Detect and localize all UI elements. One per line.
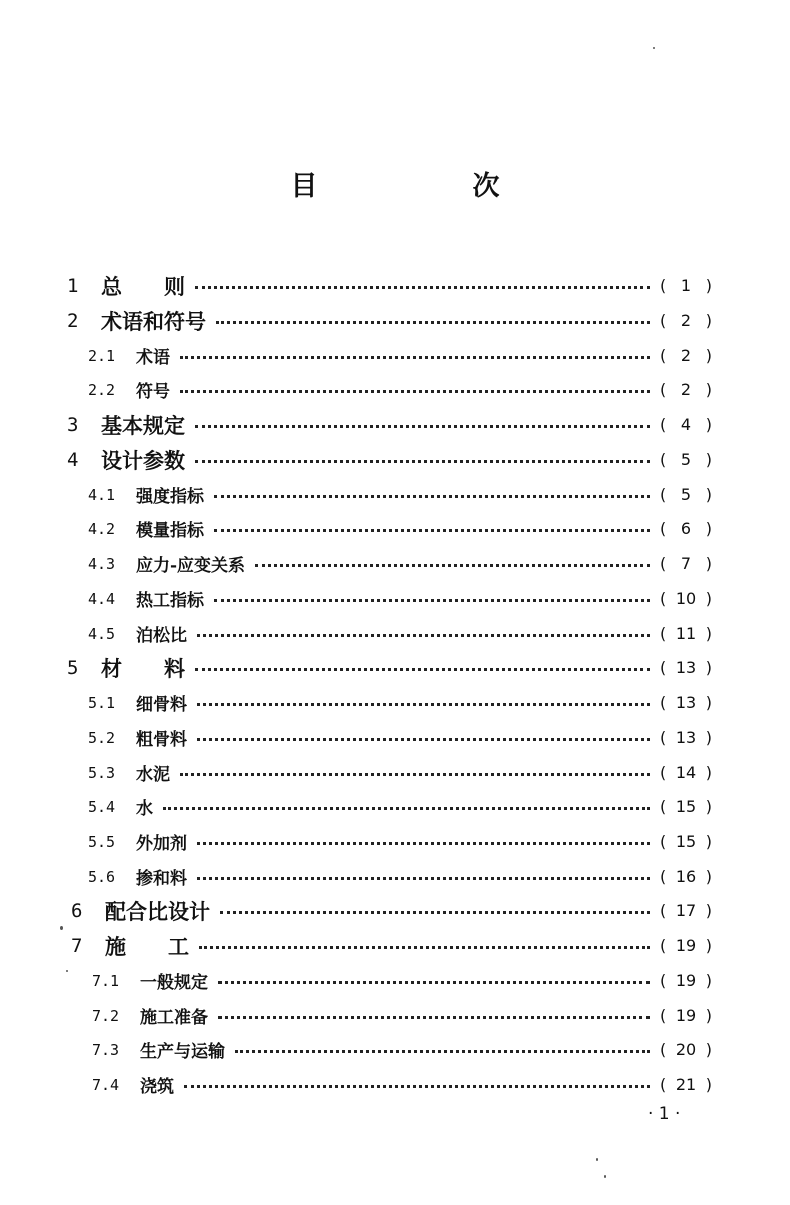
toc-page-ref: [660, 901, 712, 920]
dot-leader: [195, 668, 650, 671]
page-ref-open-paren: (: [660, 1040, 667, 1059]
toc-page-ref: [660, 728, 712, 747]
toc-page-number: 14: [675, 763, 697, 782]
toc-number: 5.3: [88, 763, 116, 782]
toc-section-row: [92, 1032, 712, 1067]
page-ref-open-paren: (: [660, 971, 667, 990]
toc-page-number: 13: [675, 658, 697, 677]
toc-label: 总 则: [101, 273, 185, 299]
dot-leader: [163, 807, 650, 810]
page-ref-open-paren: (: [660, 658, 667, 677]
toc-section-row: [88, 859, 712, 894]
scan-speck: [596, 1158, 598, 1161]
page-ref-close-paren: ): [705, 763, 712, 782]
toc-number: 5: [67, 656, 79, 679]
toc-section-row: [88, 720, 712, 755]
toc-number: 4: [67, 448, 79, 471]
page-ref-close-paren: ): [705, 1075, 712, 1094]
dot-leader: [180, 356, 650, 359]
dot-leader: [184, 1085, 650, 1088]
toc-number: 5.4: [88, 797, 116, 816]
toc-page-number: 2: [680, 311, 692, 330]
page-ref-close-paren: ): [705, 1040, 712, 1059]
toc-page-number: 7: [680, 554, 692, 573]
toc-label: 外加剂: [136, 834, 187, 854]
toc-chapter-row: [71, 928, 712, 963]
toc-page-ref: [660, 763, 712, 782]
dot-leader: [255, 564, 650, 567]
toc-section-row: [88, 511, 712, 546]
toc-section-row: [88, 789, 712, 824]
dot-leader: [180, 773, 650, 776]
page-ref-open-paren: (: [660, 901, 667, 920]
toc-page-ref: [660, 554, 712, 573]
toc-number: 2.2: [88, 380, 116, 399]
toc-number: 4.4: [88, 589, 116, 608]
toc-page-ref: [660, 380, 712, 399]
page-ref-close-paren: ): [705, 519, 712, 538]
dot-leader: [216, 321, 650, 324]
page-ref-open-paren: (: [660, 589, 667, 608]
toc-page-number: 1: [680, 276, 692, 295]
page-ref-open-paren: (: [660, 624, 667, 643]
toc-label: 水泥: [136, 765, 170, 785]
toc-page-ref: [660, 1075, 712, 1094]
page-ref-close-paren: ): [705, 311, 712, 330]
toc-label: 术语和符号: [101, 308, 206, 334]
toc-number: 5.5: [88, 832, 116, 851]
toc-section-row: [88, 581, 712, 616]
toc-number: 7.2: [92, 1006, 120, 1025]
toc-page-ref: [660, 589, 712, 608]
toc-chapter-row: [67, 650, 712, 685]
page-ref-close-paren: ): [705, 728, 712, 747]
toc-chapter-row: [67, 442, 712, 477]
toc-page-number: 13: [675, 728, 697, 747]
toc-label: 应力-应变关系: [136, 556, 246, 576]
page-ref-open-paren: (: [660, 415, 667, 434]
toc-section-row: [92, 998, 712, 1033]
dot-leader: [199, 946, 650, 949]
page-ref-open-paren: (: [660, 519, 667, 538]
toc-page-ref: [660, 276, 712, 295]
toc-page-ref: [660, 658, 712, 677]
toc-number: 2.1: [88, 346, 116, 365]
toc-page-number: 15: [675, 832, 697, 851]
toc-label: 模量指标: [136, 521, 204, 541]
scan-speck: [66, 970, 68, 972]
toc-label: 粗骨料: [136, 730, 187, 750]
page-ref-open-paren: (: [660, 311, 667, 330]
toc-label: 施工准备: [140, 1008, 208, 1028]
page-ref-close-paren: ): [705, 380, 712, 399]
dot-leader: [195, 286, 650, 289]
toc-label: 材 料: [101, 655, 185, 681]
toc-page-number: 21: [675, 1075, 697, 1094]
toc-number: 4.2: [88, 519, 116, 538]
scan-speck: [604, 1175, 606, 1178]
toc-page-number: 2: [680, 346, 692, 365]
page-ref-close-paren: ): [705, 658, 712, 677]
page-ref-open-paren: (: [660, 346, 667, 365]
page-title: 目 次: [290, 171, 564, 202]
page-ref-open-paren: (: [660, 797, 667, 816]
toc-section-row: [88, 372, 712, 407]
toc-number: 5.2: [88, 728, 116, 747]
toc-page-ref: [660, 936, 712, 955]
page-ref-open-paren: (: [660, 728, 667, 747]
page-ref-open-paren: (: [660, 1075, 667, 1094]
toc-section-row: [88, 338, 712, 373]
toc-page-ref: [660, 693, 712, 712]
toc-label: 施 工: [105, 933, 189, 959]
page-ref-close-paren: ): [705, 346, 712, 365]
page-ref-open-paren: (: [660, 936, 667, 955]
dot-leader: [195, 425, 650, 428]
toc-page-ref: [660, 346, 712, 365]
page-ref-open-paren: (: [660, 763, 667, 782]
toc-page-ref: [660, 624, 712, 643]
toc-page-ref: [660, 311, 712, 330]
scan-speck: [60, 926, 63, 930]
toc-number: 1: [67, 274, 79, 297]
page-ref-close-paren: ): [705, 901, 712, 920]
dot-leader: [197, 634, 650, 637]
toc-page-ref: [660, 485, 712, 504]
toc-label: 水: [136, 799, 153, 819]
toc-label: 基本规定: [101, 412, 185, 438]
toc-page-ref: [660, 971, 712, 990]
page-ref-close-paren: ): [705, 415, 712, 434]
toc-label: 符号: [136, 382, 170, 402]
page-ref-close-paren: ): [705, 867, 712, 886]
page-ref-open-paren: (: [660, 1006, 667, 1025]
dot-leader: [197, 877, 650, 880]
toc-number: 5.1: [88, 693, 116, 712]
page-ref-open-paren: (: [660, 832, 667, 851]
toc-page-ref: [660, 450, 712, 469]
dot-leader: [180, 390, 650, 393]
toc-page-number: 19: [675, 1006, 697, 1025]
toc-page-number: 13: [675, 693, 697, 712]
toc-number: 7.3: [92, 1040, 120, 1059]
dot-leader: [235, 1050, 650, 1053]
toc-chapter-row: [67, 268, 712, 303]
toc-label: 术语: [136, 348, 170, 368]
toc-page-ref: [660, 415, 712, 434]
toc-label: 掺和料: [136, 869, 187, 889]
page-ref-close-paren: ): [705, 971, 712, 990]
page-ref-close-paren: ): [705, 485, 712, 504]
toc-label: 强度指标: [136, 487, 204, 507]
toc-chapter-row: [67, 303, 712, 338]
toc-number: 7.1: [92, 971, 120, 990]
page-ref-open-paren: (: [660, 485, 667, 504]
toc-number: 2: [67, 309, 79, 332]
toc-chapter-row: [71, 893, 712, 928]
page-ref-close-paren: ): [705, 797, 712, 816]
toc-page-number: 5: [680, 485, 692, 504]
toc-page-ref: [660, 519, 712, 538]
toc-page-number: 11: [675, 624, 697, 643]
dot-leader: [218, 1016, 650, 1019]
toc-number: 3: [67, 413, 79, 436]
dot-leader: [197, 842, 650, 845]
dot-leader: [214, 599, 650, 602]
toc-label: 浇筑: [140, 1077, 174, 1097]
toc-page-ref: [660, 797, 712, 816]
toc-section-row: [92, 963, 712, 998]
toc-label: 热工指标: [136, 591, 204, 611]
toc-number: 6: [71, 899, 83, 922]
dot-leader: [197, 738, 650, 741]
page-ref-close-paren: ): [705, 936, 712, 955]
toc-section-row: [92, 1067, 712, 1102]
dot-leader: [218, 981, 650, 984]
toc-chapter-row: [67, 407, 712, 442]
page-ref-open-paren: (: [660, 867, 667, 886]
toc-number: 7: [71, 934, 83, 957]
page-number: · 1 ·: [648, 1104, 681, 1124]
toc-page-ref: [660, 832, 712, 851]
toc-page-number: 19: [675, 936, 697, 955]
toc-label: 生产与运输: [140, 1042, 225, 1062]
page-ref-close-paren: ): [705, 589, 712, 608]
toc-label: 一般规定: [140, 973, 208, 993]
page-ref-close-paren: ): [705, 450, 712, 469]
toc-section-row: [88, 546, 712, 581]
page-ref-close-paren: ): [705, 832, 712, 851]
toc-page-number: 17: [675, 901, 697, 920]
page-ref-open-paren: (: [660, 380, 667, 399]
toc-number: 4.3: [88, 554, 116, 573]
scan-speck: [653, 47, 655, 49]
toc-section-row: [88, 755, 712, 790]
page-ref-close-paren: ): [705, 276, 712, 295]
toc-number: 4.1: [88, 485, 116, 504]
toc-page-number: 15: [675, 797, 697, 816]
toc-page-number: 5: [680, 450, 692, 469]
toc-label: 设计参数: [101, 447, 185, 473]
toc-number: 4.5: [88, 624, 116, 643]
toc-number: 7.4: [92, 1075, 120, 1094]
toc-page-number: 2: [680, 380, 692, 399]
toc-label: 泊松比: [136, 626, 187, 646]
page-ref-close-paren: ): [705, 624, 712, 643]
toc-number: 5.6: [88, 867, 116, 886]
toc-section-row: [88, 824, 712, 859]
page-ref-open-paren: (: [660, 450, 667, 469]
toc-label: 细骨料: [136, 695, 187, 715]
toc-section-row: [88, 685, 712, 720]
toc-page-ref: [660, 867, 712, 886]
page-ref-open-paren: (: [660, 693, 667, 712]
dot-leader: [197, 703, 650, 706]
page-ref-close-paren: ): [705, 554, 712, 573]
page-ref-close-paren: ): [705, 693, 712, 712]
toc-page-number: 10: [675, 589, 697, 608]
dot-leader: [195, 460, 650, 463]
toc-section-row: [88, 477, 712, 512]
toc-page-number: 6: [680, 519, 692, 538]
toc-page-ref: [660, 1040, 712, 1059]
toc-section-row: [88, 616, 712, 651]
toc-page-number: 4: [680, 415, 692, 434]
toc-label: 配合比设计: [105, 898, 210, 924]
toc-page-number: 20: [675, 1040, 697, 1059]
page-ref-open-paren: (: [660, 554, 667, 573]
toc-page-number: 19: [675, 971, 697, 990]
page-ref-close-paren: ): [705, 1006, 712, 1025]
toc-page-ref: [660, 1006, 712, 1025]
toc-page-number: 16: [675, 867, 697, 886]
dot-leader: [214, 529, 650, 532]
page-ref-open-paren: (: [660, 276, 667, 295]
dot-leader: [214, 495, 650, 498]
dot-leader: [220, 911, 650, 914]
